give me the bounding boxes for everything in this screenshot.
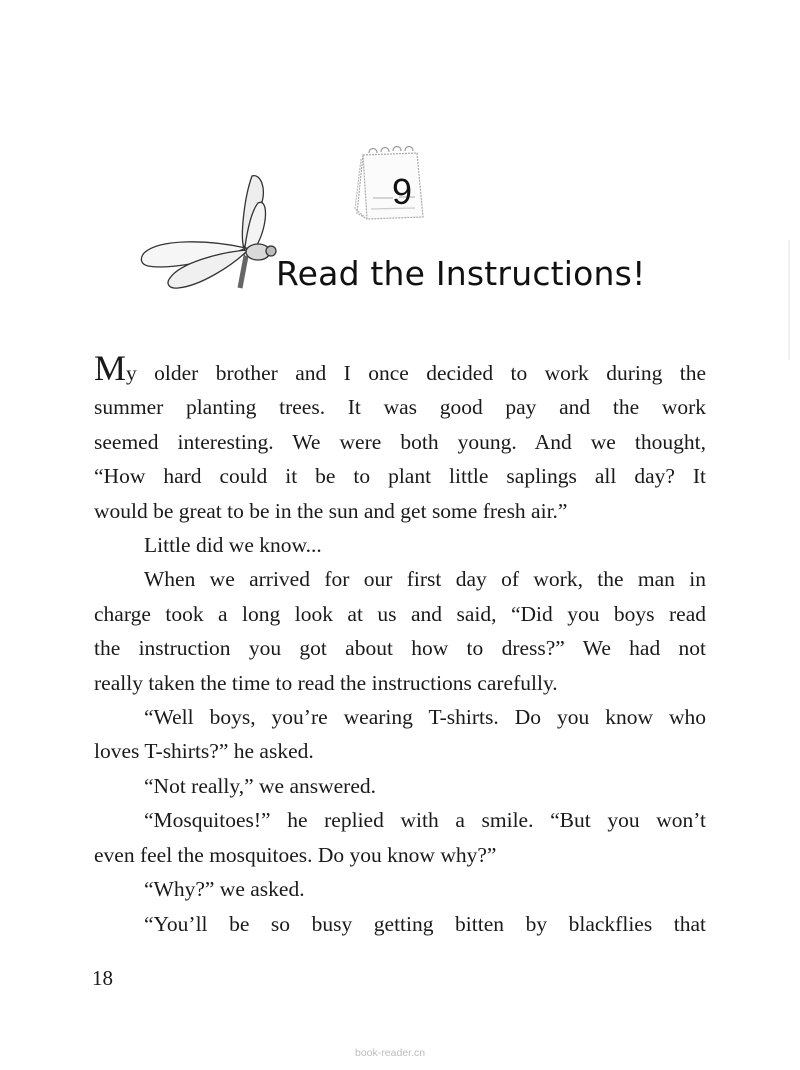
paragraph-8: “You’ll be so busy getting bitten by blackflies that [144, 911, 706, 936]
watermark: book-reader.cn [355, 1047, 426, 1059]
paragraph-2: Little did we know... [144, 533, 322, 558]
scan-edge [788, 240, 790, 360]
paragraph-4: “Well boys, you’re wearing T-shirts. Do you know who loves T-shirts?” he asked. [94, 705, 706, 764]
page-number: 18 [92, 966, 113, 990]
drop-cap: M [94, 348, 127, 388]
paragraph-6: “Mosquitoes!” he replied with a smile. “But you won’t even feel the mosquitoes. Do you know why?” [94, 808, 706, 867]
paragraph-5: “Not really,” we answered. [144, 773, 377, 798]
chapter-body [94, 348, 706, 941]
dragonfly-icon [140, 168, 290, 298]
paragraph-7: “Why?” we asked. [144, 877, 305, 902]
chapter-number: 9 [391, 171, 413, 212]
chapter-title: Read the Instructions! [276, 254, 646, 293]
paragraph-3: When we arrived for our first day of work, the man in charge took a long look at us and said, “Did you boys read the instruction you got about how to dress?” We had not really taken the time to read the instructions carefully. [94, 567, 706, 695]
paragraph-1: My older brother and I once decided to work during the summer planting trees. It was good pay and the work seemed interesting. We were both young. And we thought, “How hard could it be to plant little saplings all day? It would be great to be in the sun and get some fresh air.” [94, 348, 706, 523]
